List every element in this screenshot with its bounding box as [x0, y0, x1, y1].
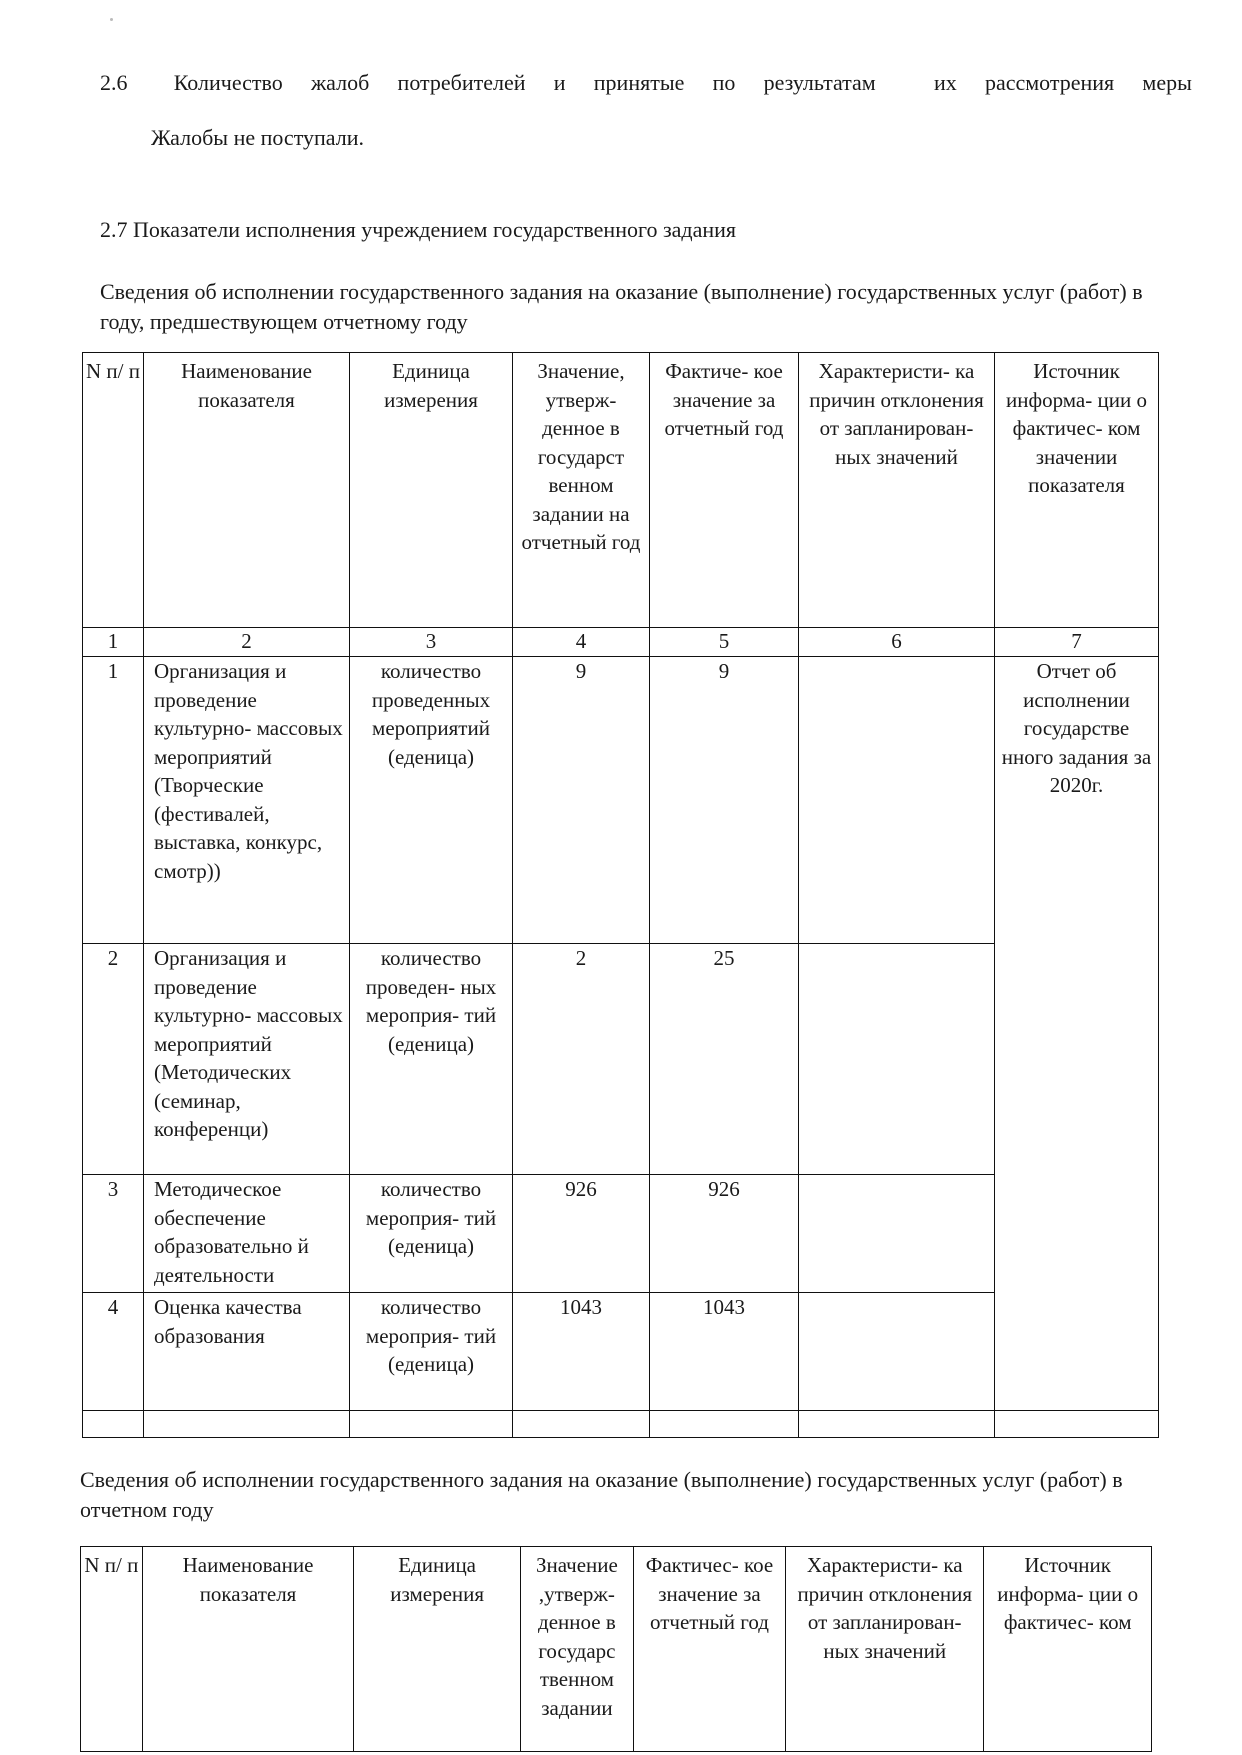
indicator-name: Организация и проведение культурно- массовых мероприятий (Методических (семинар, конференци) [144, 944, 350, 1175]
table-report-year-caption: Сведения об исполнении государственного задания на оказание (выполнение) государственных услуг (работ) в отчетном году [80, 1467, 1123, 1522]
planned-value: 1043 [513, 1293, 650, 1411]
deviation-reason [799, 1175, 995, 1293]
section-number: 2.6 [100, 70, 128, 95]
row-number: 2 [83, 944, 144, 1175]
header-cell: Наименование показателя [144, 353, 350, 628]
deviation-reason [799, 944, 995, 1175]
empty-cell [650, 1411, 799, 1438]
actual-value: 1043 [650, 1293, 799, 1411]
header-cell: Источник информа- ции о фактичес- ком [984, 1547, 1152, 1752]
indicator-name: Организация и проведение культурно- массовых мероприятий (Творческие (фестивалей, выставка, конкурс, смотр)) [144, 657, 350, 944]
table-prev-year [82, 352, 1159, 1438]
heading-word: и [553, 70, 566, 95]
header-cell: Характеристи- ка причин отклонения от запланирован- ных значений [799, 353, 995, 628]
scan-artifact [110, 18, 113, 21]
complaints-answer: Жалобы не поступали. [151, 125, 365, 150]
row-number: 4 [83, 1293, 144, 1411]
actual-value: 25 [650, 944, 799, 1175]
row-number: 3 [83, 1175, 144, 1293]
heading-word: Количество [173, 70, 283, 95]
empty-cell [144, 1411, 350, 1438]
actual-value: 9 [650, 657, 799, 944]
header-cell: Фактичес- кое значение за отчетный год [633, 1547, 785, 1752]
column-number-row [83, 628, 1159, 657]
header-cell: N п/ п [81, 1547, 143, 1752]
deviation-reason [799, 657, 995, 944]
indicator-name: Методическое обеспечение образовательно й деятельности [144, 1175, 350, 1293]
empty-cell [350, 1411, 513, 1438]
planned-value: 2 [513, 944, 650, 1175]
unit: количество проведенных мероприятий (еденица) [350, 657, 513, 944]
column-number: 4 [513, 628, 650, 657]
heading-word: принятые [593, 70, 685, 95]
unit: количество проведен- ных мероприя- тий (еденица) [350, 944, 513, 1175]
heading-word: их [933, 70, 957, 95]
header-cell: Фактиче- кое значение за отчетный год [650, 353, 799, 628]
source-info: Отчет об исполнении государстве нного задания за 2020г. [995, 657, 1159, 1411]
actual-value: 926 [650, 1175, 799, 1293]
header-cell: Значение, утверж- денное в государст венном задании на отчетный год [513, 353, 650, 628]
header-cell: Значение ,утверж- денное в государс твенном задании [520, 1547, 633, 1752]
column-number: 3 [350, 628, 513, 657]
column-number: 6 [799, 628, 995, 657]
unit: количество мероприя- тий (еденица) [350, 1175, 513, 1293]
indicator-name: Оценка качества образования [144, 1293, 350, 1411]
planned-value: 9 [513, 657, 650, 944]
header-cell: Источник информа- ции о фактичес- ком значении показателя [995, 353, 1159, 628]
column-number: 5 [650, 628, 799, 657]
heading-word: меры [1142, 70, 1192, 95]
unit: количество мероприя- тий (еденица) [350, 1293, 513, 1411]
heading-word: рассмотрения [984, 70, 1115, 95]
heading-word: результатам [763, 70, 876, 95]
empty-cell [799, 1411, 995, 1438]
heading-word: по [712, 70, 736, 95]
header-cell: Характеристи- ка причин отклонения от запланирован- ных значений [786, 1547, 984, 1752]
header-cell: Единица измерения [350, 353, 513, 628]
table-prev-year-caption: Сведения об исполнении государственного задания на оказание (выполнение) государственных услуг (работ) в году, предшествующем отчетному году [100, 279, 1143, 334]
column-number: 1 [83, 628, 144, 657]
deviation-reason [799, 1293, 995, 1411]
column-number: 7 [995, 628, 1159, 657]
header-cell: Наименование показателя [142, 1547, 354, 1752]
planned-value: 926 [513, 1175, 650, 1293]
empty-row [83, 1411, 1159, 1438]
empty-cell [995, 1411, 1159, 1438]
row-number: 1 [83, 657, 144, 944]
table-header-row [81, 1547, 1152, 1752]
section-2-6-heading [100, 70, 1192, 96]
empty-cell [83, 1411, 144, 1438]
table-row [83, 657, 1159, 944]
header-cell: Единица измерения [354, 1547, 521, 1752]
heading-word: жалоб [310, 70, 370, 95]
empty-cell [513, 1411, 650, 1438]
column-number: 2 [144, 628, 350, 657]
heading-word: потребителей [397, 70, 526, 95]
table-header-row [83, 353, 1159, 628]
header-cell: N п/ п [83, 353, 144, 628]
table-report-year [80, 1546, 1152, 1752]
section-2-7-heading: 2.7 Показатели исполнения учреждением государственного задания [100, 217, 737, 242]
